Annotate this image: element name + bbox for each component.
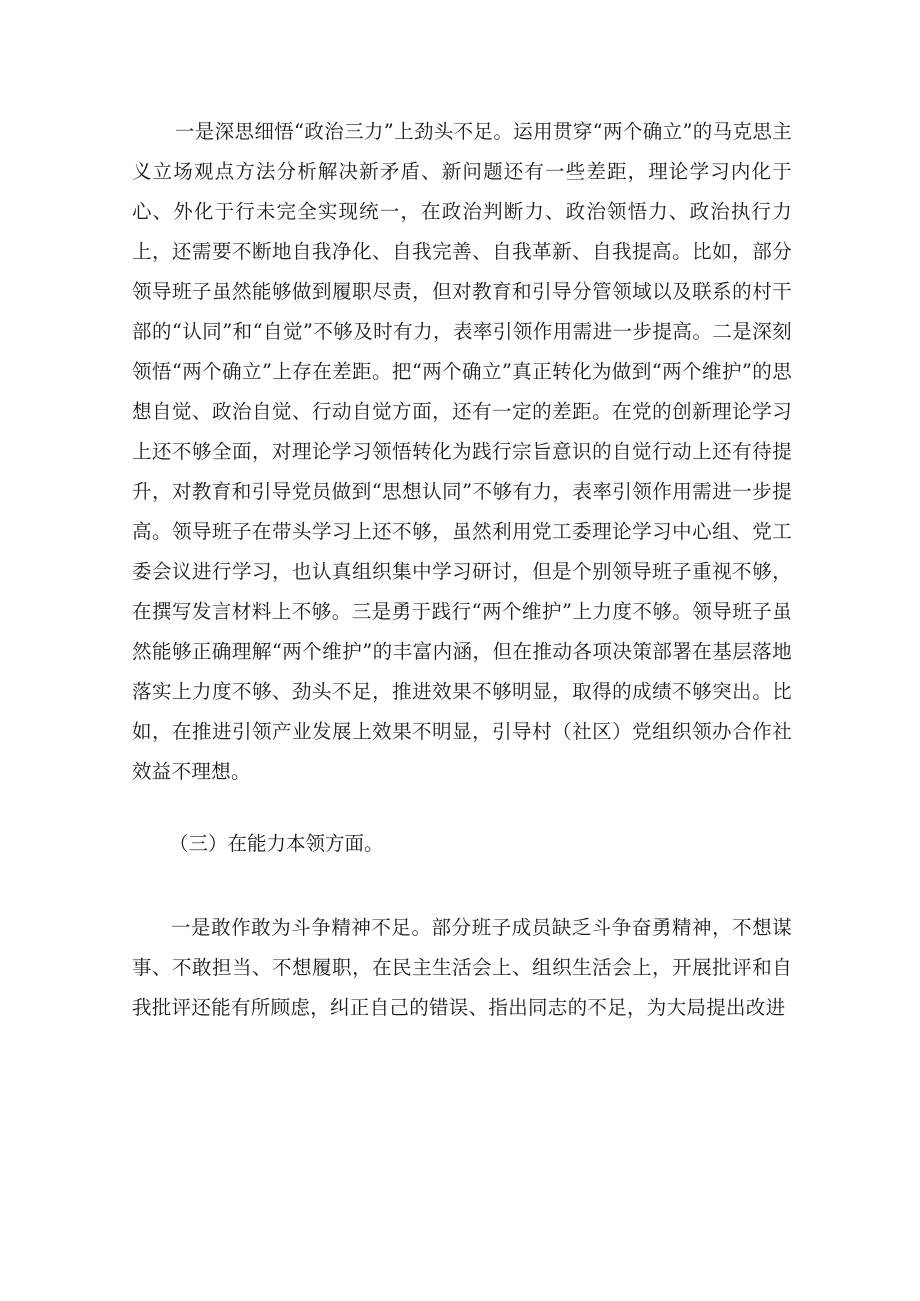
paragraph-political-ability: 一是深思细悟“政治三力”上劲头不足。运用贯穿“两个确立”的马克思主义立场观点方法分析解决新矛盾、新问题还有一些差距，理论学习内化于心、外化于行未完全实现统一，在政治判断力、政治领悟力、政治执行力上，还需要不断地自我净化、自我完善、自我革新、自我提高。比如，部分领导班子虽然能够做到履职尽责，但对教育和引导分管领域以及联系的村干部的“认同”和“自觉”不够及时有力，表率引领作用需进一步提高。二是深刻领悟“两个确立”上存在差距。把“两个确立”真正转化为做到“两个维护”的思想自觉、政治自觉、行动自觉方面，还有一定的差距。在党的创新理论学习上还不够全面，对理论学习领悟转化为践行宗旨意识的自觉行动上还有待提升，对教育和引导党员做到“思想认同”不够有力，表率引领作用需进一步提高。领导班子在带头学习上还不够，虽然利用党工委理论学习中心组、党工委会议进行学习，也认真组织集中学习研讨，但是个别领导班子重视不够，在撰写发言材料上不够。三是勇于践行“两个维护”上力度不够。领导班子虽然能够正确理解“两个维护”的丰富内涵，但在推动各项决策部署在基层落地落实上力度不够、劲头不足，推进效果不够明显，取得的成绩不够突出。比如，在推进引领产业发展上效果不明显，引导村（社区）党组织领办合作社效益不理想。	[132, 120, 792, 783]
document-page	[132, 112, 792, 1028]
paragraph-struggle-spirit: 一是敢作敢为斗争精神不足。部分班子成员缺乏斗争奋勇精神，不想谋事、不敢担当、不想履职，在民主生活会上、组织生活会上，开展批评和自我批评还能有所顾虑，纠正自己的错误、指出同志的不足，为大局提出改进	[132, 916, 792, 1019]
paragraph-spacer	[132, 864, 792, 908]
paragraph-spacer	[132, 792, 792, 824]
section-heading-ability: （三）在能力本领方面。	[169, 832, 384, 855]
